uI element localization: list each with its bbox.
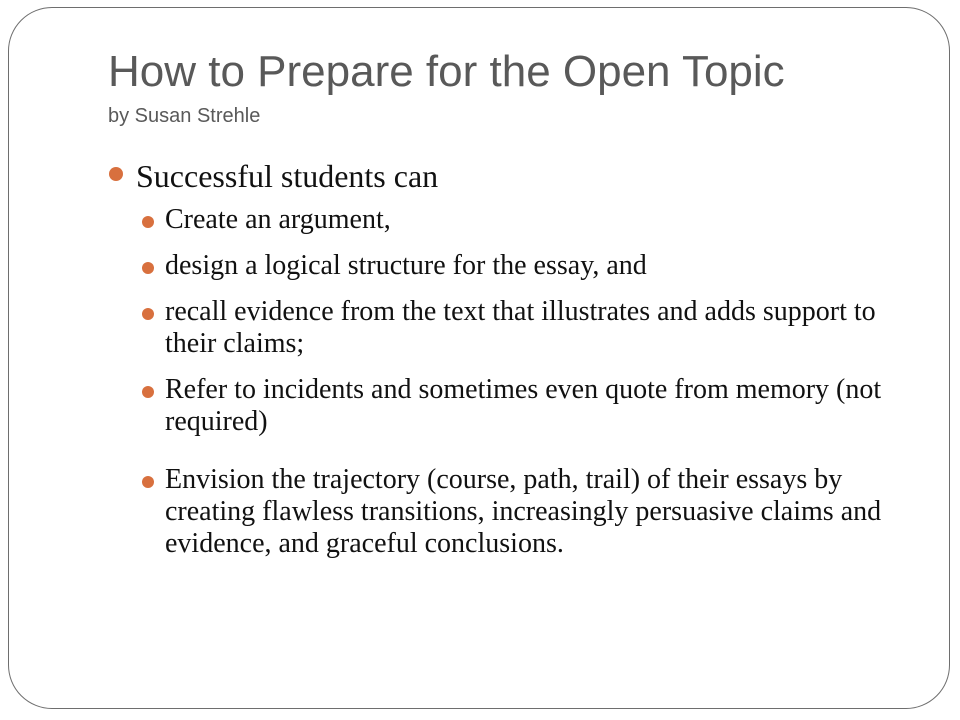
level2-bullet-text: design a logical structure for the essay, and <box>165 250 647 281</box>
bullet-dot-icon <box>142 308 154 320</box>
level2-bullet-text: recall evidence from the text that illustrates and adds support to their claims; <box>165 296 876 359</box>
bullet-dot-icon <box>109 167 123 181</box>
bullet-dot-icon <box>142 262 154 274</box>
level2-bullet-text: Refer to incidents and sometimes even quote from memory (not required) <box>165 374 882 437</box>
title-text: How to Prepare for the Open Topic <box>108 47 785 96</box>
bullet-dot-icon <box>142 476 154 488</box>
bullet-dot-icon <box>142 386 154 398</box>
level1-bullet-text: Successful students can <box>136 158 439 194</box>
level2-bullet-text: Create an argument, <box>165 204 391 235</box>
subtitle-text: by Susan Strehle <box>108 105 261 127</box>
level2-bullet-text: Envision the trajectory (course, path, trail) of their essays by creating flawless transitions, increasingly persuasive claims and evidence, and graceful conclusions. <box>165 464 882 559</box>
bullet-dot-icon <box>142 216 154 228</box>
